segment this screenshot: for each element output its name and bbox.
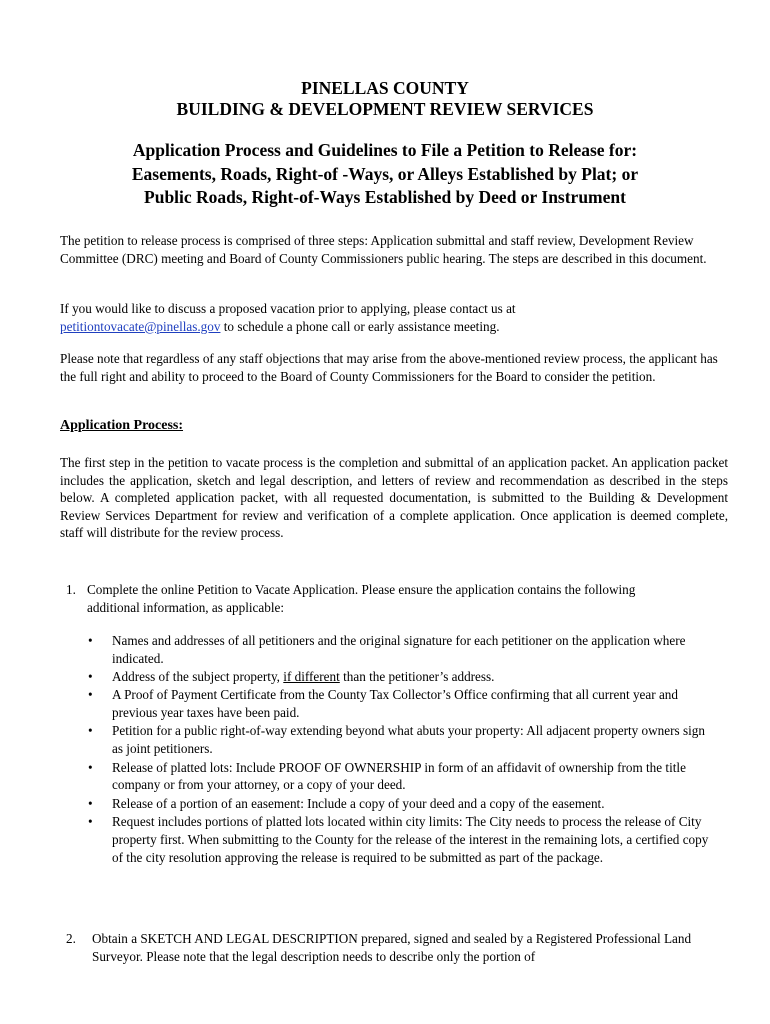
list-item-text: A Proof of Payment Certificate from the County Tax Collector’s Office confirming that all current year and previous year taxes have been paid. (112, 687, 678, 721)
list-item-text-after: than the petitioner’s address. (339, 669, 495, 685)
step-1-number: 1. (66, 582, 76, 597)
list-item (88, 795, 718, 813)
bullet-icon: • (88, 633, 93, 648)
application-process-body: The first step in the petition to vacate process is the completion and submittal of an application packet. An application packet includes the application, sketch and legal description, and letters of review and recommendation as described in the steps below. A completed application packet, with all requested documentation, is submitted to the Building & Development Review Services Department for review and verification of a complete application. Once application is deemed complete, staff will distribute for the review process. (60, 455, 728, 540)
list-item (88, 722, 718, 758)
document-title-line1: Application Process and Guidelines to File a Petition to Release for: (132, 140, 638, 160)
bullet-icon: • (88, 723, 93, 739)
document-title-line2: Easements, Roads, Right-of -Ways, or Alleys Established by Plat; or (131, 164, 639, 184)
list-item-text: Names and addresses of all petitioners and the original signature for each petitioner on the application where indicated. (112, 633, 686, 666)
org-name-line2: BUILDING & DEVELOPMENT REVIEW SERVICES (176, 99, 594, 119)
contact-email-link[interactable]: petitiontovacate@pinellas.gov (60, 318, 221, 334)
contact-text-before: If you would like to discuss a proposed vacation prior to applying, please contact us at (60, 301, 516, 316)
list-item (88, 668, 718, 686)
list-item-text: Request includes portions of platted lots located within city limits: The City needs to process the release of City property first. When submitting to the County for the release of the interest in the remaining lots, a certified copy of the city resolution approving the release is required to be submitted as part of the package. (112, 813, 709, 865)
bullet-icon: • (88, 669, 93, 685)
intro-paragraph-rights: Please note that regardless of any staff objections that may arise from the above-mentioned review process, the applicant has the full right and ability to proceed to the Board of County Commissioners for the Board to consider the petition. (60, 351, 718, 384)
bullet-icon: • (88, 759, 93, 775)
list-item (88, 759, 718, 795)
list-item (88, 632, 718, 668)
step-1-requirements-list (88, 632, 718, 867)
intro-paragraph-steps: The petition to release process is comprised of three steps: Application submittal and staff review, Development Review Committee (DRC) meeting and Board of County Commissioners public hearing. The steps are described in this document. (60, 233, 707, 266)
list-item (88, 686, 718, 722)
list-item-text-before: Address of the subject property, (112, 669, 284, 685)
intro-paragraph-contact (60, 300, 732, 335)
bullet-icon: • (88, 687, 93, 703)
step-2 (66, 930, 726, 966)
list-item (88, 813, 718, 866)
document-title-line3: Public Roads, Right-of-Ways Established by Deed or Instrument (144, 187, 626, 207)
list-item-text: Release of platted lots: Include PROOF OF OWNERSHIP in form of an affidavit of ownership from the title company or from your attorney, or a copy of your deed. (112, 759, 686, 793)
org-name-line1: PINELLAS COUNTY (301, 78, 469, 98)
contact-text-after: to schedule a phone call or early assistance meeting. (220, 318, 500, 334)
bullet-icon: • (88, 813, 93, 829)
list-item-text: Petition for a public right-of-way extending beyond what abuts your property: All adjacent property owners sign as joint petitioners. (112, 723, 705, 757)
bullet-icon: • (88, 795, 93, 811)
step-2-number: 2. (66, 931, 76, 946)
step-1 (66, 581, 686, 616)
step-1-text: Complete the online Petition to Vacate Application. Please ensure the application contains the following additional information, as applicable: (87, 582, 636, 615)
list-item-text-underlined: if different (283, 669, 340, 685)
step-2-text: Obtain a SKETCH AND LEGAL DESCRIPTION prepared, signed and sealed by a Registered Professional Land Surveyor. Please note that the legal description needs to describe only the portion of (92, 931, 692, 964)
section-heading-application-process: Application Process: (60, 418, 184, 433)
list-item-text: Release of a portion of an easement: Include a copy of your deed and a copy of the easement. (112, 795, 605, 811)
